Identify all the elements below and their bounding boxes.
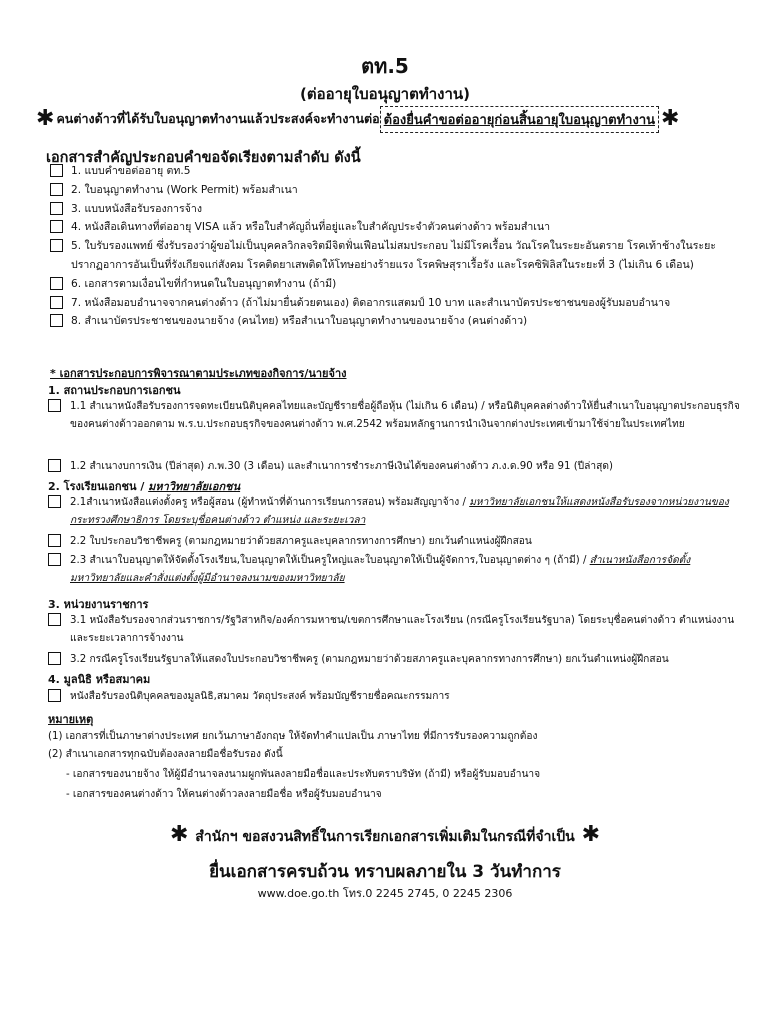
checkbox[interactable] <box>48 495 61 508</box>
star-icon: ✱ <box>169 822 189 847</box>
doc-item: 4. หนังสือเดินทางที่ต่ออายุ VISA แล้ว หรือใบสำคัญถิ่นที่อยู่และใบสำคัญประจำตัวคนต่างด้าว พร้อมสำเนา <box>46 218 736 237</box>
note-2: (2) สำเนาเอกสารทุกฉบับต้องลงลายมือชื่อรับรอง ดังนี้ <box>48 749 283 760</box>
doc-item: 2.1สำเนาหนังสือแต่งตั้งครู หรือผู้สอน (ผู้ทำหน้าที่ด้านการเรียนการสอน) พร้อมสัญญาจ้าง / มหาวิทยาลัยเอกชนให้แสดงหนังสือรับรองจากหน่วยงานของกระทรวงศึกษาธิการ โดยระบุชื่อคนต่างด้าว ตำแหน่ง และระยะเวลา <box>48 494 744 529</box>
required-docs-title: เอกสารสำคัญประกอบคำขอจัดเรียงตามลำดับ ดังนี้ <box>46 150 361 166</box>
doc-item: 1. แบบคำขอต่ออายุ ตท.5 <box>46 162 736 181</box>
checkbox[interactable] <box>48 652 61 665</box>
checkbox[interactable] <box>50 239 63 252</box>
checkbox[interactable] <box>50 296 63 309</box>
warning-line <box>34 104 740 134</box>
checkbox[interactable] <box>48 689 61 702</box>
business-docs-title: * เอกสารประกอบการพิจารณาตามประเภทของกิจการ/นายจ้าง <box>50 367 347 380</box>
checkbox[interactable] <box>50 314 63 327</box>
note-2a: - เอกสารของนายจ้าง ให้ผู้มีอำนาจลงนามผูกพันลงลายมือชื่อและประทับตราบริษัท (ถ้ามี) หรือผู้รับมอบอำนาจ <box>66 769 541 780</box>
checkbox[interactable] <box>50 277 63 290</box>
warning-boxed-text: ต้องยื่นคำขอต่ออายุก่อนสิ้นอายุใบอนุญาตทำงาน <box>380 106 659 133</box>
doc-item: 1.1 สำเนาหนังสือรับรองการจดทะเบียนนิติบุคคลไทยและบัญชีรายชื่อผู้ถือหุ้น (ไม่เกิน 6 เดือน) / หรือนิติบุคคลต่างด้าวให้ยื่นสำเนาใบอนุญาตประกอบธุรกิจของคนต่างด้าวออกตาม พ.ร.บ.ประกอบธุรกิจของคนต่างด้าว พ.ศ.2542 พร้อมหลักฐานการนำเงินจากต่างประเทศเข้ามาใช้จ่ายในประเทศไทย <box>48 398 744 433</box>
doc-item: 2.3 สำเนาใบอนุญาตให้จัดตั้งโรงเรียน,ใบอนุญาตให้เป็นครูใหญ่และใบอนุญาตให้เป็นผู้จัดการ,ใบอนุญาตต่าง ๆ (ถ้ามี) / สำเนาหนังสือการจัดตั้งมหาวิทยาลัยและคำสั่งแต่งตั้งผู้มีอำนาจลงนามของมหาวิทยาลัย <box>48 552 744 587</box>
note-2b: - เอกสารของคนต่างด้าว ให้คนต่างด้าวลงลายมือชื่อ หรือผู้รับมอบอำนาจ <box>66 789 382 800</box>
star-icon: ✱ <box>661 106 680 131</box>
checkbox[interactable] <box>48 459 61 472</box>
checkbox[interactable] <box>48 399 61 412</box>
checkbox[interactable] <box>50 220 63 233</box>
doc-item: 5. ใบรับรองแพทย์ ซึ่งรับรองว่าผู้ขอไม่เป็นบุคคลวิกลจริตมีจิตฟั่นเฟือนไม่สมประกอบ ไม่มีโรคเรื้อน วัณโรคในระยะอันตราย โรคเท้าช้างในระยะปรากฏอาการอันเป็นที่รังเกียจแก่สังคม โรคติดยาเสพติดให้โทษอย่างร้ายแรง โรคพิษสุราเรื้อรัง และโรคซิฟิลิสในระยะที่ 3 (ไม่เกิน 6 เดือน) <box>46 237 736 275</box>
checkbox[interactable] <box>50 164 63 177</box>
doc-item: 3. แบบหนังสือรับรองการจ้าง <box>46 200 736 219</box>
checkbox[interactable] <box>48 534 61 547</box>
doc-item: 7. หนังสือมอบอำนาจจากคนต่างด้าว (ถ้าไม่มายื่นด้วยตนเอง) ติดอากรแสตมป์ 10 บาท และสำเนาบัตรประชาชนของผู้รับมอบอำนาจ <box>46 294 736 313</box>
doc-item: 3.2 กรณีครูโรงเรียนรัฐบาลให้แสดงใบประกอบวิชาชีพครู (ตามกฎหมายว่าด้วยสภาครูและบุคลากรทางการศึกษา) ยกเว้นตำแหน่งผู้ฝึกสอน <box>48 651 744 669</box>
section-private-school: 2. โรงเรียนเอกชน / มหาวิทยาลัยเอกชน <box>48 480 241 493</box>
required-docs-list <box>46 162 736 331</box>
star-icon: ✱ <box>36 106 55 131</box>
doc-item: หนังสือรับรองนิติบุคคลของมูลนิธิ,สมาคม วัตถุประสงค์ พร้อมบัญชีรายชื่อคณะกรรมการ <box>48 688 744 706</box>
checkbox[interactable] <box>50 183 63 196</box>
form-subtitle: (ต่ออายุใบอนุญาตทำงาน) <box>299 85 471 103</box>
rights-reserved: ✱ สำนักฯ ขอสงวนสิทธิ์ในการเรียกเอกสารเพิ่มเติมในกรณีที่จำเป็น ✱ <box>169 822 601 847</box>
checkbox[interactable] <box>48 553 61 566</box>
doc-item: 2.2 ใบประกอบวิชาชีพครู (ตามกฎหมายว่าด้วยสภาครูและบุคลากรทางการศึกษา) ยกเว้นตำแหน่งผู้ฝึกสอน <box>48 533 744 551</box>
contact-info: www.doe.go.th โทร.0 2245 2745, 0 2245 2306 <box>257 887 513 900</box>
doc-item: 3.1 หนังสือรับรองจากส่วนราชการ/รัฐวิสาหกิจ/องค์การมหาชน/เขตการศึกษาและโรงเรียน (กรณีครูโรงเรียนรัฐบาล) โดยระบุชื่อคนต่างด้าว ตำแหน่งงาน และระยะเวลาการจ้างงาน <box>48 612 744 647</box>
section-private-business: 1. สถานประกอบการเอกชน <box>48 384 181 397</box>
notes-title: หมายเหตุ <box>48 713 94 726</box>
section-foundation: 4. มูลนิธิ หรือสมาคม <box>48 673 151 686</box>
checkbox[interactable] <box>48 613 61 626</box>
checkbox[interactable] <box>50 202 63 215</box>
warning-prefix: คนต่างด้าวที่ได้รับใบอนุญาตทำงานแล้วประสงค์จะทำงานต่อ <box>56 111 380 126</box>
processing-deadline: ยื่นเอกสารครบถ้วน ทราบผลภายใน 3 วันทำการ <box>209 862 561 882</box>
doc-item: 1.2 สำเนางบการเงิน (ปีล่าสุด) ภ.พ.30 (3 เดือน) และสำเนาการชำระภาษีเงินได้ของคนต่างด้าว ภ.ง.ด.90 หรือ 91 (ปีล่าสุด) <box>48 458 744 476</box>
doc-item: 2. ใบอนุญาตทำงาน (Work Permit) พร้อมสำเนา <box>46 181 736 200</box>
form-code: ตท.5 <box>361 54 409 78</box>
note-1: (1) เอกสารที่เป็นภาษาต่างประเทศ ยกเว้นภาษาอังกฤษ ให้จัดทำคำแปลเป็น ภาษาไทย ที่มีการรับรองความถูกต้อง <box>48 731 538 742</box>
doc-item: 8. สำเนาบัตรประชาชนของนายจ้าง (คนไทย) หรือสำเนาใบอนุญาตทำงานของนายจ้าง (คนต่างด้าว) <box>46 312 736 331</box>
section-government: 3. หน่วยงานราชการ <box>48 598 149 611</box>
doc-item: 6. เอกสารตามเงื่อนไขที่กำหนดในใบอนุญาตทำงาน (ถ้ามี) <box>46 275 736 294</box>
star-icon: ✱ <box>581 822 601 847</box>
